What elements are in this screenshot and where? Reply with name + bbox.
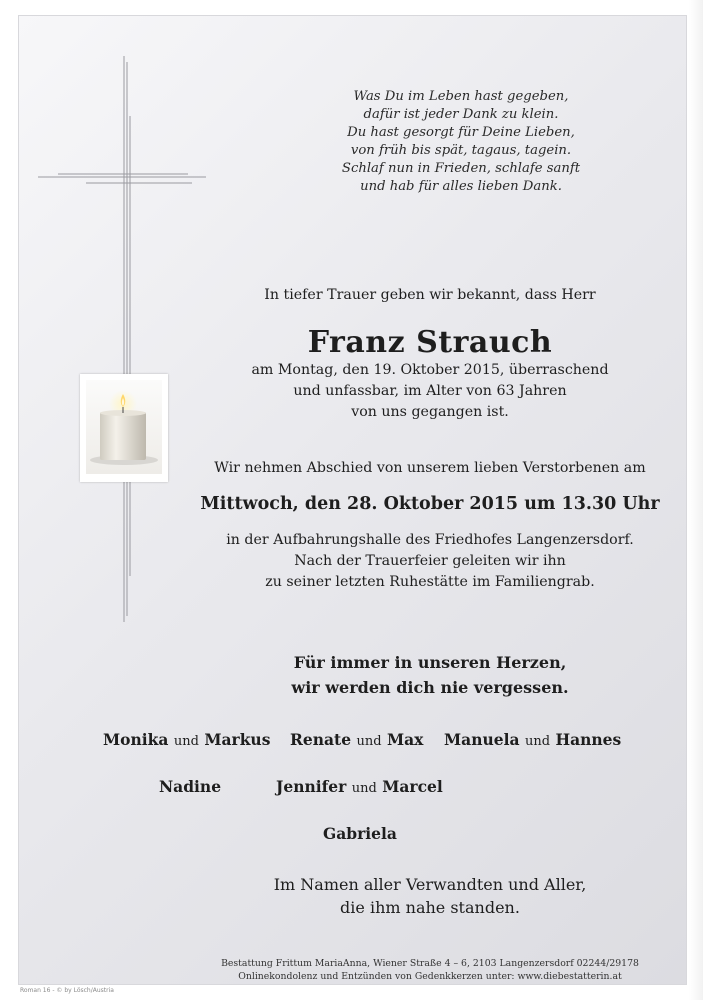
mourner-name: Marcel <box>382 777 443 796</box>
mourner-name: Monika <box>103 730 169 749</box>
mourner-pair <box>276 777 443 796</box>
footer-line: Bestattung Frittum MariaAnna, Wiener Straße 4 – 6, 2103 Langenzersdorf 02244/29178 <box>221 958 639 969</box>
mourner-pair <box>103 730 270 749</box>
intro-text: In tiefer Trauer geben wir bekannt, dass Herr <box>264 287 596 303</box>
funeral-datetime: Mittwoch, den 28. Oktober 2015 um 13.30 Uhr <box>200 494 660 514</box>
death-notice-line: am Montag, den 19. Oktober 2015, überraschend <box>251 362 609 378</box>
closing-line: die ihm nahe standen. <box>340 898 520 917</box>
mourner-name: Renate <box>290 730 352 749</box>
mourner-pair <box>290 730 423 749</box>
mourner-connector: und <box>356 734 382 749</box>
funeral-home-footer <box>180 957 680 983</box>
mourner-name: Manuela <box>444 730 520 749</box>
motto <box>180 650 680 700</box>
funeral-place <box>180 530 680 593</box>
copyright-note: Roman 16 - © by Lösch/Austria <box>20 987 114 994</box>
farewell-text: Wir nehmen Abschied von unserem lieben Verstorbenen am <box>214 460 646 476</box>
mourner-connector: und <box>351 781 377 796</box>
mourner-name: Hannes <box>555 730 622 749</box>
mourner-single <box>159 777 221 796</box>
candle-icon <box>86 380 162 474</box>
mourner-name: Gabriela <box>323 824 397 843</box>
funeral-place-line: Nach der Trauerfeier geleiten wir ihn <box>294 553 566 569</box>
deceased-name: Franz Strauch <box>307 325 553 360</box>
mourner-single <box>323 824 397 843</box>
mourner-name: Markus <box>204 730 271 749</box>
mourner-name: Jennifer <box>276 777 347 796</box>
death-notice <box>180 360 680 423</box>
funeral-place-line: in der Aufbahrungshalle des Friedhofes Langenzersdorf. <box>226 532 634 548</box>
motto-line: Für immer in unseren Herzen, <box>293 653 567 672</box>
poem-line: von früh bis spät, tagaus, tagein. <box>350 143 572 158</box>
mourner-connector: und <box>173 734 199 749</box>
mourner-name: Max <box>386 730 424 749</box>
mourner-name: Nadine <box>159 777 222 796</box>
footer-line: Onlinekondolenz und Entzünden von Gedenkkerzen unter: www.diebestatterin.at <box>238 971 622 982</box>
poem <box>300 88 622 196</box>
mourner-pair <box>444 730 621 749</box>
death-notice-line: und unfassbar, im Alter von 63 Jahren <box>293 383 567 399</box>
poem-line: Du hast gesorgt für Deine Lieben, <box>347 125 575 140</box>
death-notice-line: von uns gegangen ist. <box>351 404 509 420</box>
closing-text <box>180 873 680 919</box>
paper-edge <box>689 0 703 1000</box>
motto-line: wir werden dich nie vergessen. <box>291 678 569 697</box>
candle-photo <box>80 374 168 482</box>
poem-line: und hab für alles lieben Dank. <box>360 179 562 194</box>
closing-line: Im Namen aller Verwandten und Aller, <box>273 875 587 894</box>
funeral-place-line: zu seiner letzten Ruhestätte im Familiengrab. <box>265 574 595 590</box>
mourner-connector: und <box>524 734 551 749</box>
poem-line: dafür ist jeder Dank zu klein. <box>363 107 559 122</box>
poem-line: Schlaf nun in Frieden, schlafe sanft <box>341 161 581 176</box>
poem-line: Was Du im Leben hast gegeben, <box>353 89 569 104</box>
